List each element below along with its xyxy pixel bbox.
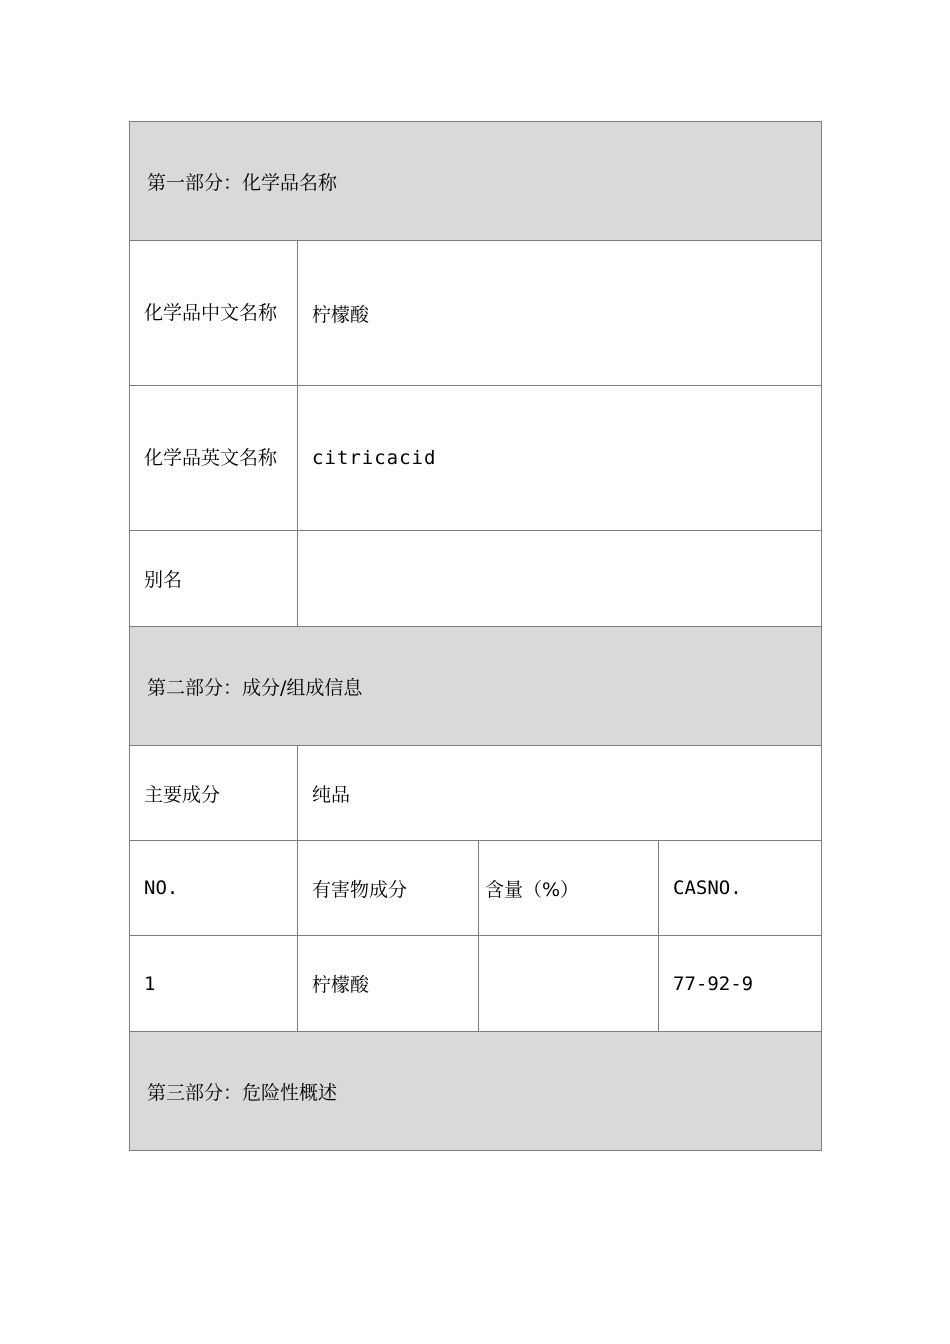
- section1-title: 第一部分：化学品名称: [130, 122, 822, 241]
- english-name-label: 化学品英文名称: [130, 386, 298, 531]
- header-cas: CASNO.: [659, 841, 822, 936]
- section1-header-row: [130, 122, 822, 241]
- row-content: [479, 936, 659, 1032]
- main-component-label: 主要成分: [130, 746, 298, 841]
- table-row: [130, 936, 822, 1032]
- section3-title: 第三部分：危险性概述: [130, 1032, 822, 1151]
- english-name-row: [130, 386, 822, 531]
- row-cas: 77-92-9: [659, 936, 822, 1032]
- section2-title: 第二部分：成分/组成信息: [130, 627, 822, 746]
- english-name-value: citricacid: [298, 386, 822, 531]
- alias-value: [298, 531, 822, 627]
- row-component: 柠檬酸: [298, 936, 479, 1032]
- msds-table: [129, 121, 822, 1151]
- row-no: 1: [130, 936, 298, 1032]
- chinese-name-value: 柠檬酸: [298, 241, 822, 386]
- header-no: NO.: [130, 841, 298, 936]
- header-content: 含量（%）: [479, 841, 659, 936]
- header-component: 有害物成分: [298, 841, 479, 936]
- chinese-name-row: [130, 241, 822, 386]
- chinese-name-label: 化学品中文名称: [130, 241, 298, 386]
- component-table-header-row: [130, 841, 822, 936]
- alias-row: [130, 531, 822, 627]
- alias-label: 别名: [130, 531, 298, 627]
- section3-header-row: [130, 1032, 822, 1151]
- section2-header-row: [130, 627, 822, 746]
- main-component-value: 纯品: [298, 746, 822, 841]
- main-component-row: [130, 746, 822, 841]
